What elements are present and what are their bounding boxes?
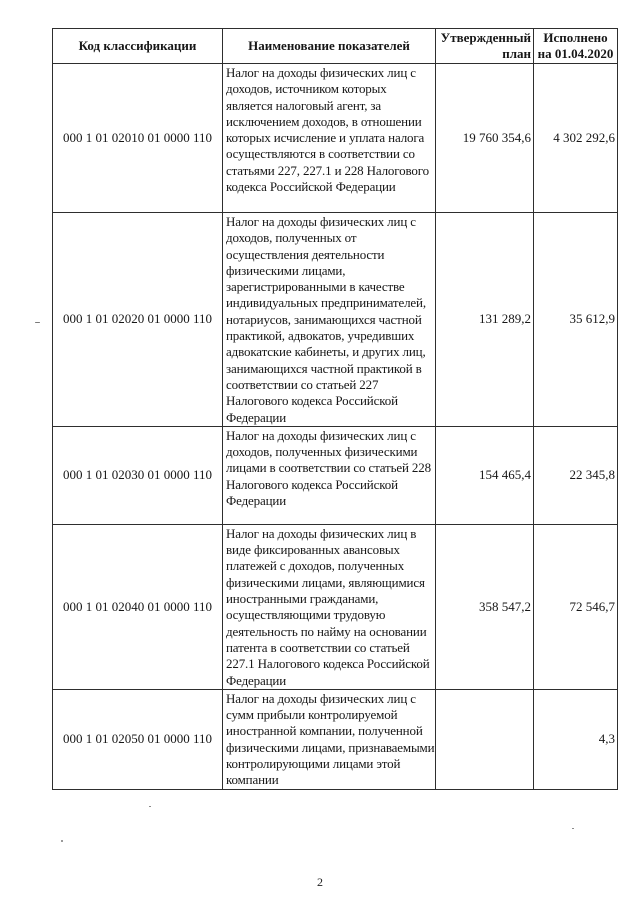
classification-code-cell: 000 1 01 02010 01 0000 110 (53, 64, 223, 213)
scan-speck (149, 806, 151, 807)
page-number: 2 (317, 875, 323, 889)
header-row (53, 29, 618, 64)
table-header (53, 29, 618, 64)
executed-cell: 22 345,8 (534, 426, 618, 524)
indicator-name-cell: Налог на доходы физических лиц с сумм прибыли контролируемой иностранной компании, полученной физическими лицами, признаваемыми контролирующими лицами этой компании (223, 689, 436, 789)
indicator-name-cell: Налог на доходы физических лиц с доходов, полученных от осуществления деятельности физическими лицами, зарегистрированными в качестве индивидуальных предпринимателей, нотариусов, занимающихся частной практикой, адвокатов, учредивших адвокатские кабинеты, и других лиц, занимающихся частной практикой в соответствии со статьей 227 Налогового кодекса Российской Федерации (223, 213, 436, 427)
table-row (53, 64, 618, 213)
header-classification-code: Код классификации (53, 29, 223, 64)
header-executed: Исполнено на 01.04.2020 (534, 29, 618, 64)
table-row (53, 426, 618, 524)
scan-speck (35, 322, 40, 323)
approved-plan-cell: 131 289,2 (436, 213, 534, 427)
executed-cell: 4 302 292,6 (534, 64, 618, 213)
table-row (53, 689, 618, 789)
scan-speck (572, 828, 574, 829)
indicator-name-cell: Налог на доходы физических лиц с доходов, полученных физическими лицами в соответствии со статьей 228 Налогового кодекса Российской Федерации (223, 426, 436, 524)
table-body (53, 64, 618, 790)
executed-cell: 4,3 (534, 689, 618, 789)
executed-cell: 72 546,7 (534, 524, 618, 689)
approved-plan-cell: 19 760 354,6 (436, 64, 534, 213)
table-row (53, 524, 618, 689)
executed-cell: 35 612,9 (534, 213, 618, 427)
classification-code-cell: 000 1 01 02020 01 0000 110 (53, 213, 223, 427)
classification-code-cell: 000 1 01 02040 01 0000 110 (53, 524, 223, 689)
approved-plan-cell: 154 465,4 (436, 426, 534, 524)
classification-code-cell: 000 1 01 02030 01 0000 110 (53, 426, 223, 524)
indicator-name-cell: Налог на доходы физических лиц в виде фиксированных авансовых платежей с доходов, полученных физическими лицами, являющимися иностранными гражданами, осуществляющими трудовую деятельность по найму на основании патента в соответствии со статьей 227.1 Налогового кодекса Российской Федерации (223, 524, 436, 689)
revenue-table (52, 28, 618, 790)
indicator-name-cell: Налог на доходы физических лиц с доходов, источником которых является налоговый агент, за исключением доходов, в отношении которых исчисление и уплата налога осуществляются в соответствии со статьями 227, 227.1 и 228 Налогового кодекса Российской Федерации (223, 64, 436, 213)
approved-plan-cell (436, 689, 534, 789)
scan-speck (61, 840, 63, 842)
classification-code-cell: 000 1 01 02050 01 0000 110 (53, 689, 223, 789)
header-indicator-name: Наименование показателей (223, 29, 436, 64)
table-row (53, 213, 618, 427)
header-approved-plan: Утвержденный план (436, 29, 534, 64)
approved-plan-cell: 358 547,2 (436, 524, 534, 689)
